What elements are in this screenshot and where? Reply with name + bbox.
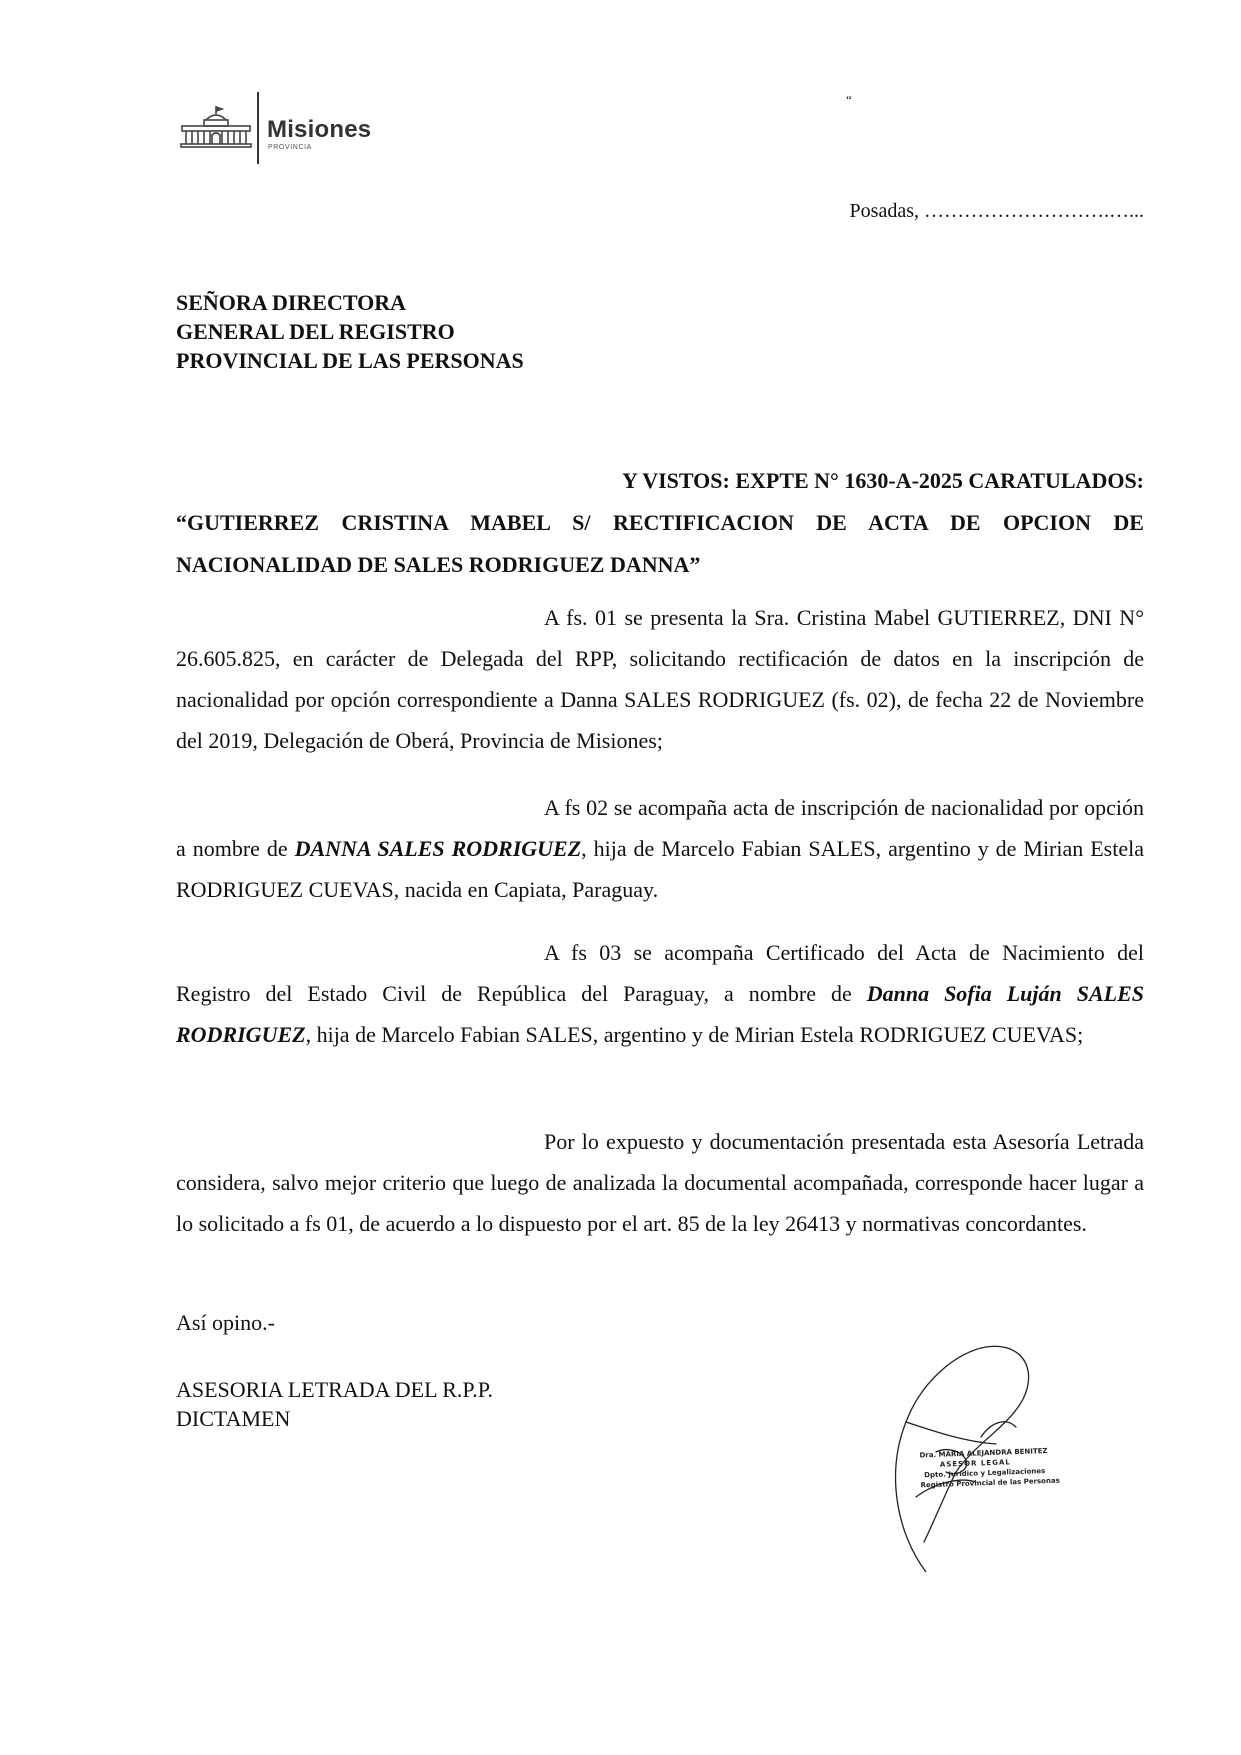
stamp-line: ASESOR LEGAL (939, 1458, 1011, 1469)
paragraph-text: A fs 02 se acompaña acta de inscripción de nacionalidad por opción a nombre de (176, 795, 1144, 861)
addressee-line: GENERAL DEL REGISTRO (176, 319, 455, 344)
document-type: DICTAMEN (176, 1406, 291, 1431)
provincia-logo (180, 88, 380, 164)
paragraph-fs02 (176, 787, 1144, 910)
stamp-line: Dpto. Jurídico y Legalizaciones (924, 1467, 1046, 1480)
paragraph-conclusion: Por lo expuesto y documentación presentada esta Asesoría Letrada considera, salvo mejor criterio que luego de analizada la documental acompañada, corresponde hacer lugar a lo solicitado a fs 01, de acuerdo a lo dispuesto por el art. 85 de la ley 26413 y normativas concordantes. (176, 1129, 1144, 1236)
case-number: Y VISTOS: EXPTE N° 1630-A-2025 CARATULADOS: (622, 468, 1144, 493)
addressee-line: PROVINCIAL DE LAS PERSONAS (176, 348, 524, 373)
place-date-line: Posadas, ……………………….…... (849, 200, 1144, 222)
person-name-emphasis: DANNA SALES RODRIGUEZ (294, 836, 582, 861)
addressee-block (176, 288, 524, 375)
stamp-line: Registro Provincial de las Personas (920, 1476, 1060, 1490)
logo-name: Misiones (267, 116, 372, 143)
addressee-line: SEÑORA DIRECTORA (176, 290, 407, 315)
stamp-line: Dra. MARIA ALEJANDRA BENITEZ (919, 1446, 1048, 1460)
stray-quote-mark: “ (846, 92, 852, 107)
paragraph-text: A fs 03 se acompaña Certificado del Acta de Nacimiento del Registro del Estado Civil de República del Paraguay, a nombre de (176, 940, 1144, 1006)
case-header (176, 460, 1144, 586)
case-title: “GUTIERREZ CRISTINA MABEL S/ RECTIFICACION DE ACTA DE OPCION DE NACIONALIDAD DE SALES RODRIGUEZ DANNA” (176, 510, 1144, 577)
paragraph-fs01: A fs. 01 se presenta la Sra. Cristina Mabel GUTIERREZ, DNI N° 26.605.825, en carácter de Delegada del RPP, solicitando rectificación de datos en la inscripción de nacionalidad por opción correspondiente a Danna SALES RODRIGUEZ (fs. 02), de fecha 22 de Noviembre del 2019, Delegación de Oberá, Provincia de Misiones; (176, 605, 1144, 753)
logo-divider (257, 92, 259, 164)
paragraph-text: , hija de Marcelo Fabian SALES, argentino y de Mirian Estela RODRIGUEZ CUEVAS, nacida en Capiata, Paraguay. (176, 836, 1144, 902)
logo-subtitle: PROVINCIA (268, 144, 312, 151)
person-name-emphasis: Danna Sofia Luján SALES RODRIGUEZ (176, 981, 1145, 1047)
official-stamp (919, 1446, 1060, 1491)
opinion-line: Así opino.- (176, 1310, 275, 1335)
paragraph-fs03 (176, 932, 1144, 1055)
office-name: ASESORIA LETRADA DEL R.P.P. (176, 1377, 494, 1402)
issuing-office (176, 1375, 493, 1433)
government-building-icon (180, 106, 252, 148)
signature-stamp (866, 1332, 1066, 1572)
paragraph-text: , hija de Marcelo Fabian SALES, argentino y de Mirian Estela RODRIGUEZ CUEVAS; (305, 1022, 1084, 1047)
